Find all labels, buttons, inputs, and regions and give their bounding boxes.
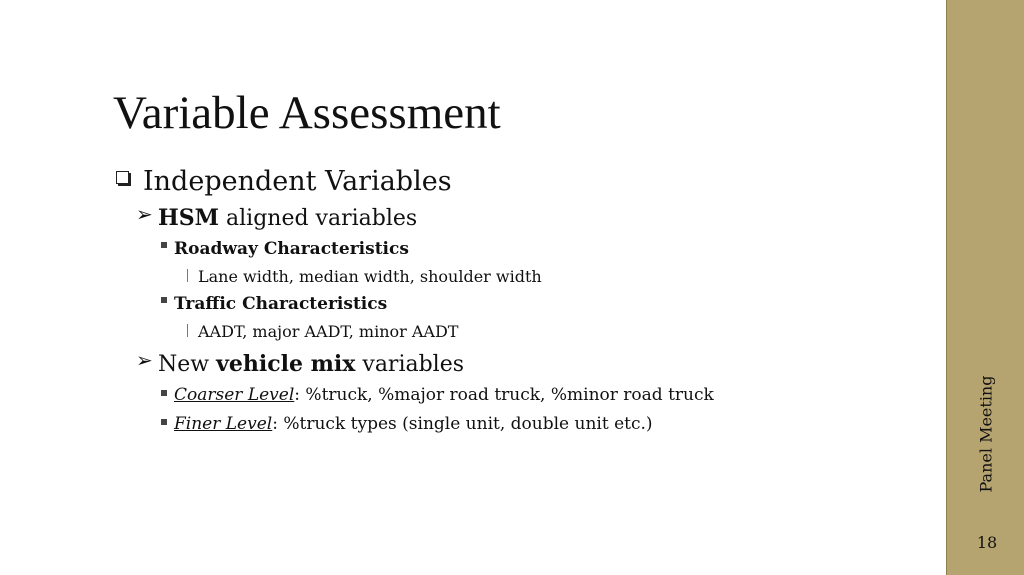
checkbox-icon xyxy=(116,171,129,184)
bullet-text: Independent Variables xyxy=(143,166,452,197)
dash-bullet-icon xyxy=(187,324,188,337)
square-bullet-icon xyxy=(161,242,167,248)
square-bullet-icon xyxy=(161,390,167,396)
new-prefix: New xyxy=(158,352,217,377)
bullet-traffic-characteristics xyxy=(174,294,387,314)
square-bullet-icon xyxy=(161,419,167,425)
finer-label: Finer Level xyxy=(174,414,273,434)
arrow-icon: ➢ xyxy=(136,348,153,372)
bullet-roadway-characteristics xyxy=(174,239,409,259)
finer-text: : %truck types (single unit, double unit etc.) xyxy=(272,414,653,434)
hsm-label: HSM xyxy=(158,205,220,231)
bullet-coarser-level xyxy=(174,385,714,405)
roadway-items: Lane width, median width, shoulder width xyxy=(198,267,542,286)
bullet-roadway-items xyxy=(198,267,542,286)
coarser-text: : %truck, %major road truck, %minor road truck xyxy=(294,385,714,405)
slide-title: Variable Assessment xyxy=(113,87,501,139)
footer-text: Panel Meeting xyxy=(976,375,996,493)
square-bullet-icon xyxy=(161,297,167,303)
bullet-finer-level xyxy=(174,414,653,434)
bullet-independent-variables xyxy=(143,166,452,197)
hsm-rest: aligned variables xyxy=(219,206,418,231)
coarser-label: Coarser Level xyxy=(174,385,295,405)
bullet-hsm-aligned xyxy=(158,205,417,231)
new-rest: variables xyxy=(355,352,465,377)
bullet-traffic-items xyxy=(198,322,458,341)
bullet-new-vehicle-mix xyxy=(158,351,464,377)
vehicle-mix-label: vehicle mix xyxy=(216,351,356,377)
roadway-heading: Roadway Characteristics xyxy=(174,239,409,259)
traffic-heading: Traffic Characteristics xyxy=(174,294,388,314)
page-number: 18 xyxy=(976,533,998,552)
arrow-icon: ➢ xyxy=(136,202,153,226)
traffic-items: AADT, major AADT, minor AADT xyxy=(198,322,459,341)
dash-bullet-icon xyxy=(187,269,188,282)
